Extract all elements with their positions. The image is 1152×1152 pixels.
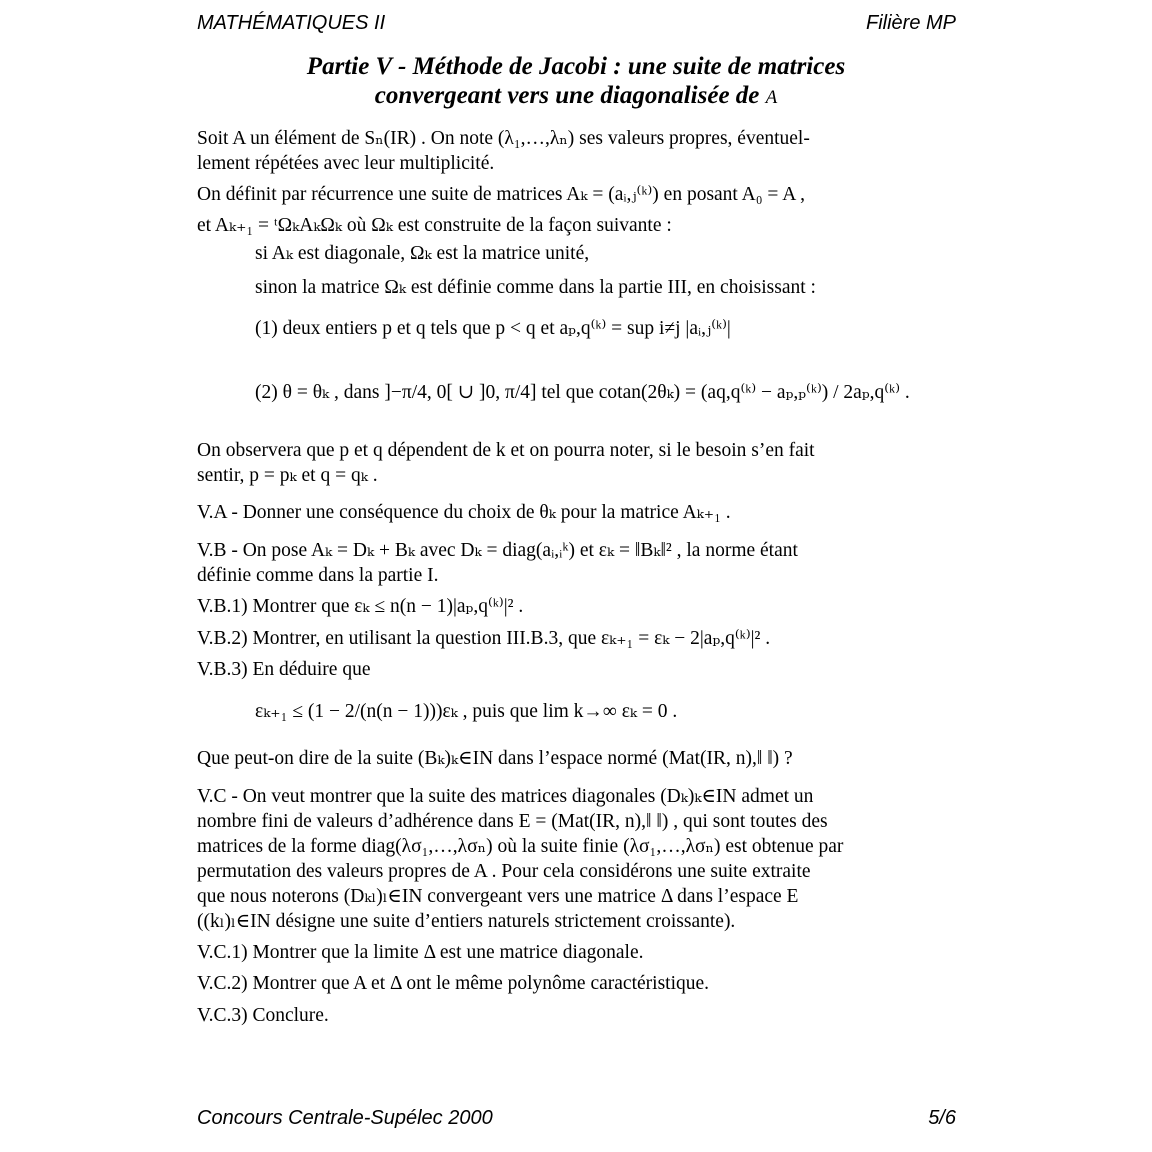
paragraph-recurrence: et Aₖ₊₁ = ᵗΩₖAₖΩₖ où Ωₖ est construite de la façon suivante : xyxy=(197,215,672,236)
paragraph-definition: On définit par récurrence une suite de matrices Aₖ = (aᵢ,ⱼ⁽ᵏ⁾) en posant A₀ = A , xyxy=(197,184,805,205)
equation-VB3: εₖ₊₁ ≤ (1 − 2/(n(n − 1)))εₖ , puis que lim k→∞ εₖ = 0 . xyxy=(255,701,678,722)
question-VC-2: nombre fini de valeurs d’adhérence dans E = (Mat(IR, n),‖ ‖) , qui sont toutes des xyxy=(197,811,828,832)
footer-page-number: 5/6 xyxy=(928,1107,956,1129)
title-line-2: convergeant vers une diagonalisée de A xyxy=(374,82,778,109)
case-diagonal: si Aₖ est diagonale, Ωₖ est la matrice unité, xyxy=(255,243,590,264)
question-VA: V.A - Donner une conséquence du choix de θₖ pour la matrice Aₖ₊₁ . xyxy=(197,502,731,523)
question-VB: V.B - On pose Aₖ = Dₖ + Bₖ avec Dₖ = diag(aᵢ,ᵢᵏ) et εₖ = ‖Bₖ‖² , la norme étant xyxy=(197,540,798,561)
header-track: Filière MP xyxy=(865,12,956,34)
question-VC3: V.C.3) Conclure. xyxy=(197,1005,329,1026)
case-otherwise: sinon la matrice Ωₖ est définie comme dans la partie III, en choisissant : xyxy=(255,277,816,298)
paragraph-intro-1: Soit A un élément de Sₙ(IR) . On note (λ₁,…,λₙ) ses valeurs propres, éventuel- xyxy=(197,128,810,149)
question-VC-6: ((kₗ)ₗ∈IN désigne une suite d’entiers naturels strictement croissante). xyxy=(197,911,736,932)
header-subject: MATHÉMATIQUES II xyxy=(197,12,386,34)
question-VC-3: matrices de la forme diag(λσ₁,…,λσₙ) où la suite finie (λσ₁,…,λσₙ) est obtenue par xyxy=(197,836,844,857)
question-VC1: V.C.1) Montrer que la limite Δ est une matrice diagonale. xyxy=(197,942,644,963)
question-VB-b: définie comme dans la partie I. xyxy=(197,565,439,586)
title-line-1: Partie V - Méthode de Jacobi : une suite de matrices xyxy=(306,53,846,80)
question-VC2: V.C.2) Montrer que A et Δ ont le même polynôme caractéristique. xyxy=(197,973,710,994)
section-title xyxy=(197,52,955,112)
question-VC-5: que nous noterons (Dₖₗ)ₗ∈IN convergeant vers une matrice Δ dans l’espace E xyxy=(197,886,799,907)
question-VB3: V.B.3) En déduire que xyxy=(197,659,371,680)
remark-p-q-b: sentir, p = pₖ et q = qₖ . xyxy=(197,465,378,486)
question-VB-sequence: Que peut-on dire de la suite (Bₖ)ₖ∈IN dans l’espace normé (Mat(IR, n),‖ ‖) ? xyxy=(197,748,793,769)
paragraph-intro-1b: lement répétées avec leur multiplicité. xyxy=(197,153,495,174)
question-VC-1: V.C - On veut montrer que la suite des matrices diagonales (Dₖ)ₖ∈IN admet un xyxy=(197,786,814,807)
remark-p-q: On observera que p et q dépendent de k et on pourra noter, si le besoin s’en fait xyxy=(197,440,815,461)
footer-contest: Concours Centrale-Supélec 2000 xyxy=(197,1107,493,1129)
question-VB2: V.B.2) Montrer, en utilisant la question III.B.3, que εₖ₊₁ = εₖ − 2|aₚ,q⁽ᵏ⁾|² . xyxy=(197,628,771,649)
question-VC-4: permutation des valeurs propres de A . Pour cela considérons une suite extraite xyxy=(197,861,811,882)
condition-2: (2) θ = θₖ , dans ]−π/4, 0[ ∪ ]0, π/4] tel que cotan(2θₖ) = (aq,q⁽ᵏ⁾ − aₚ,ₚ⁽ᵏ⁾) / 2aₚ,q⁽ᵏ⁾ . xyxy=(255,382,910,403)
question-VB1: V.B.1) Montrer que εₖ ≤ n(n − 1)|aₚ,q⁽ᵏ⁾|² . xyxy=(197,596,524,617)
condition-1: (1) deux entiers p et q tels que p < q et aₚ,q⁽ᵏ⁾ = sup i≠j |aᵢ,ⱼ⁽ᵏ⁾| xyxy=(255,318,731,339)
